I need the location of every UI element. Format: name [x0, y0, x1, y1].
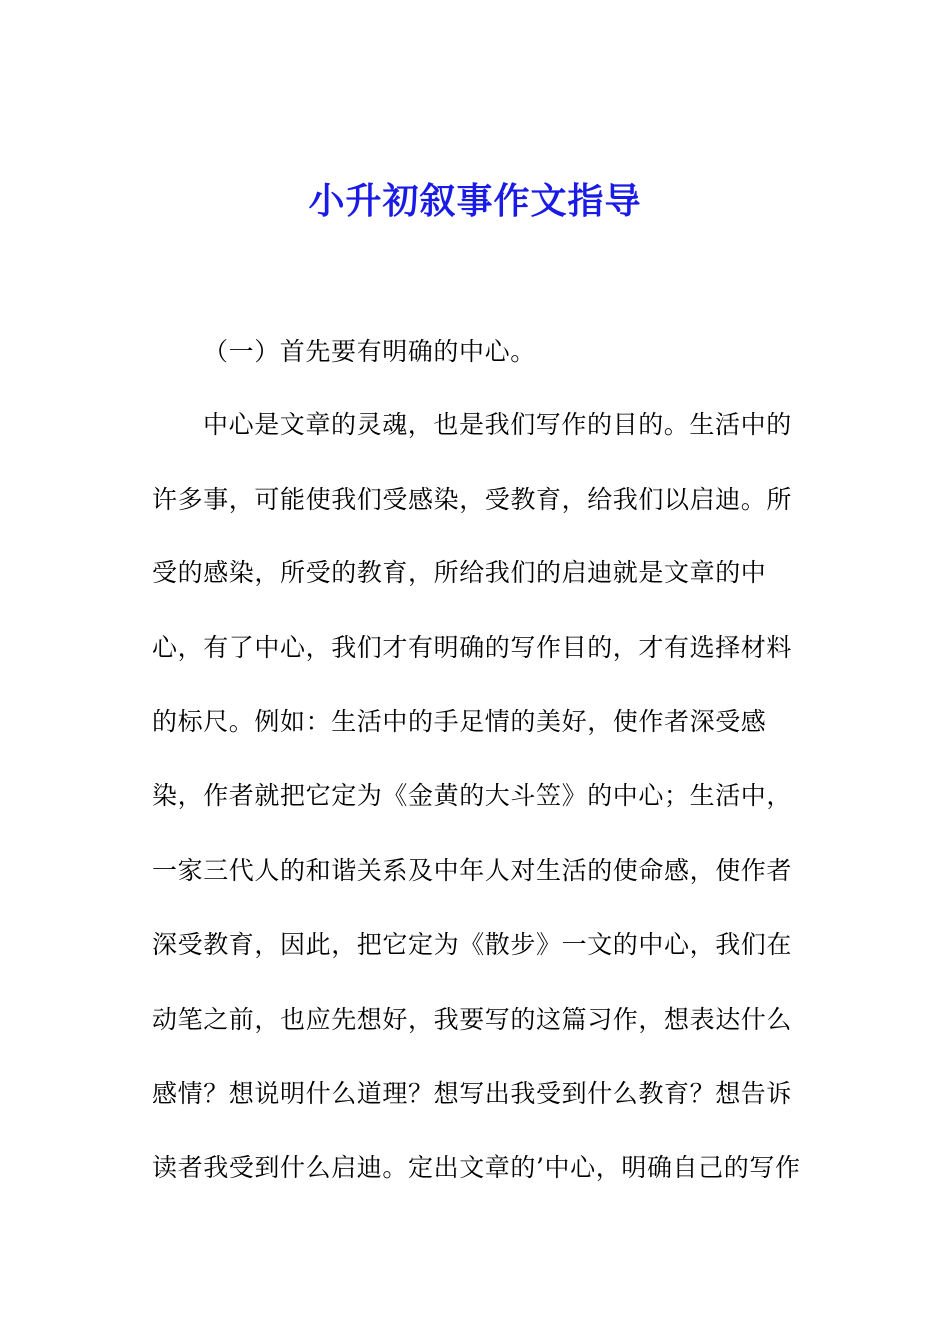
body-line: 中心是文章的灵魂，也是我们写作的目的。生活中的: [203, 410, 792, 439]
body-line: 受的感染，所受的教育，所给我们的启迪就是文章的中: [152, 558, 767, 587]
body-line: 染，作者就把它定为《金黄的大斗笠》的中心；生活中，: [152, 781, 793, 810]
document-title: 小升初叙事作文指导: [308, 181, 642, 222]
body-line: 的标尺。例如：生活中的手足情的美好，使作者深受感: [152, 707, 767, 736]
section-heading: （一）首先要有明确的中心。: [203, 337, 536, 366]
body-line: 一家三代人的和谐关系及中年人对生活的使命感，使作者: [152, 856, 793, 885]
body-line: 许多事，可能使我们受感染，受教育，给我们以启迪。所: [152, 485, 793, 514]
body-line: 深受教育，因此，把它定为《散步》一文的中心，我们在: [152, 930, 793, 959]
body-line: 感情？想说明什么道理？想写出我受到什么教育？想告诉: [152, 1079, 793, 1108]
body-line: 心，有了中心，我们才有明确的写作目的，才有选择材料: [152, 633, 793, 662]
body-line: 动笔之前，也应先想好，我要写的这篇习作，想表达什么: [152, 1005, 793, 1034]
body-line: 读者我受到什么启迪。定出文章的’中心，明确自己的写作: [152, 1153, 801, 1182]
